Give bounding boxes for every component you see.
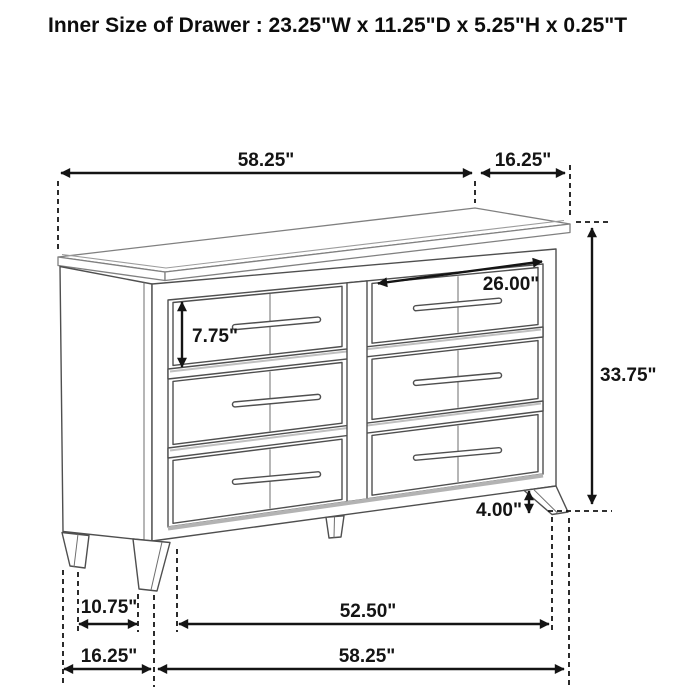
dim-top-width [61, 150, 472, 173]
dim-base-width-label: 58.25" [338, 646, 396, 667]
dim-leg-depth-gap [79, 597, 137, 624]
front-left-leg [133, 539, 170, 591]
dim-top-depth-label: 16.25" [494, 150, 552, 171]
center-support-leg [326, 516, 344, 538]
dim-overall-height-label: 33.75" [600, 365, 657, 386]
dim-base-width [158, 646, 564, 669]
dim-top-depth [481, 150, 565, 173]
center-stile [347, 281, 367, 502]
dim-drawer-height-label: 7.75" [192, 326, 238, 347]
dim-leg-height-label: 4.00" [476, 500, 522, 521]
dim-top-width-label: 58.25" [237, 150, 295, 171]
left-side-panel [60, 267, 152, 542]
dim-overall-height [592, 228, 657, 504]
dim-base-depth [64, 646, 151, 669]
back-left-leg [62, 533, 89, 569]
dim-legs-span [179, 601, 549, 624]
dresser-figure [58, 208, 570, 591]
dim-legs-span-label: 52.50" [339, 601, 397, 622]
page-title: Inner Size of Drawer : 23.25"W x 11.25"D x 5.25"H x 0.25"T [48, 14, 628, 37]
dim-leg-depth-gap-label: 10.75" [80, 597, 138, 618]
dim-base-depth-label: 16.25" [80, 646, 138, 667]
dim-drawer-width-label: 26.00" [482, 274, 540, 295]
